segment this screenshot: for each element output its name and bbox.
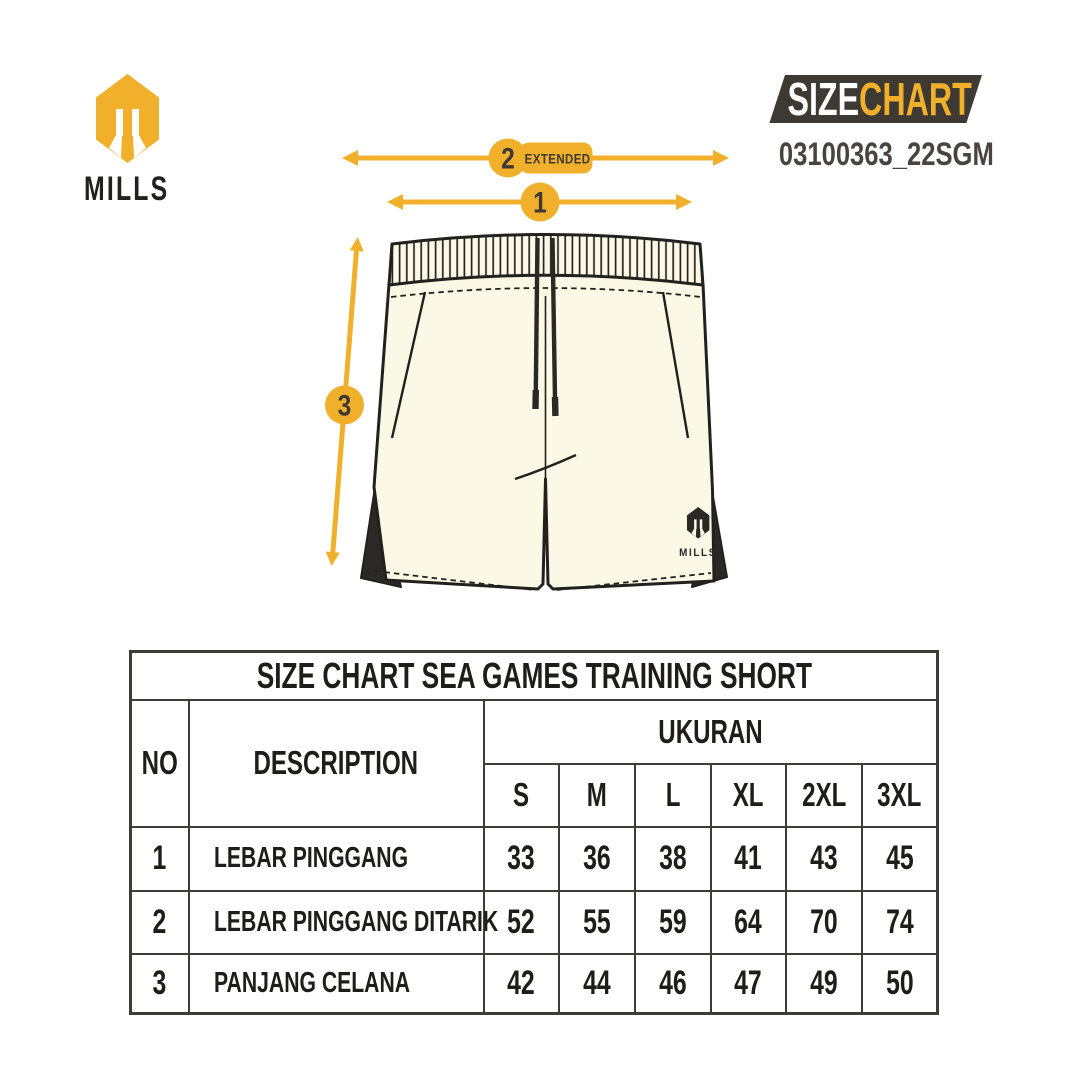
cell-value: 33 — [484, 827, 560, 891]
cell-value: 64 — [711, 891, 787, 954]
cell-value: 59 — [635, 891, 711, 954]
shorts-mills-logo-text: MILLS — [679, 547, 717, 560]
banner-size-text: SIZE — [787, 73, 860, 125]
measure-arrow-2 — [342, 139, 729, 178]
cell-description: LEBAR PINGGANG DITARIK — [189, 891, 484, 954]
size-header: XL — [711, 764, 787, 827]
table-title-row — [131, 652, 938, 700]
size-header: M — [559, 764, 635, 827]
size-header: S — [484, 764, 560, 827]
shorts-body — [374, 275, 714, 590]
cell-value: 45 — [862, 827, 938, 891]
cell-description: PANJANG CELANA — [189, 954, 484, 1014]
cell-value: 70 — [786, 891, 862, 954]
product-code: 03100363_22SGM — [778, 136, 994, 172]
cell-no: 1 — [131, 827, 189, 891]
col-header-no: NO — [131, 700, 189, 827]
arrowhead-left-icon — [387, 194, 403, 210]
table-row — [131, 827, 938, 891]
table-row — [131, 954, 938, 1014]
size-header: 2XL — [786, 764, 862, 827]
cell-value: 74 — [862, 891, 938, 954]
measure-3-number: 3 — [337, 388, 352, 422]
size-header: L — [635, 764, 711, 827]
cell-value: 36 — [559, 827, 635, 891]
cell-value: 47 — [711, 954, 787, 1014]
cell-value: 52 — [484, 891, 560, 954]
size-table — [129, 650, 939, 1015]
brand-name — [84, 170, 201, 209]
table-row — [131, 891, 938, 954]
measure-1-number: 1 — [533, 185, 547, 219]
cell-value: 42 — [484, 954, 560, 1014]
size-header: 3XL — [862, 764, 938, 827]
cell-value: 44 — [559, 954, 635, 1014]
banner-chart-text: CHART — [859, 73, 973, 125]
cell-value: 49 — [786, 954, 862, 1014]
sizechart-banner-text — [769, 75, 991, 123]
cell-value: 43 — [786, 827, 862, 891]
cell-value: 38 — [635, 827, 711, 891]
table-header-row — [131, 700, 938, 764]
arrowhead-down-icon — [326, 552, 340, 567]
extended-label: EXTENDED — [524, 151, 591, 167]
arrowhead-left-icon — [342, 150, 358, 166]
arrowhead-up-icon — [350, 237, 364, 252]
cell-description: LEBAR PINGGANG — [189, 827, 484, 891]
cell-value: 46 — [635, 954, 711, 1014]
measure-arrow-1 — [387, 183, 692, 222]
cell-value: 41 — [711, 827, 787, 891]
col-header-description: DESCRIPTION — [189, 700, 484, 827]
cell-no: 3 — [131, 954, 189, 1014]
cell-value: 50 — [862, 954, 938, 1014]
measure-2-number: 2 — [501, 141, 515, 175]
brand-name-text: MILLS — [84, 170, 170, 208]
cell-no: 2 — [131, 891, 189, 954]
mills-logo-icon — [96, 74, 159, 163]
col-header-ukuran: UKURAN — [484, 700, 938, 764]
shorts-diagram — [300, 128, 760, 608]
measure-arrow-3 — [325, 237, 364, 566]
arrowhead-right-icon — [713, 150, 729, 166]
arrowhead-right-icon — [676, 194, 692, 210]
shorts-drawing — [361, 235, 727, 591]
table-title: SIZE CHART SEA GAMES TRAINING SHORT — [131, 652, 938, 700]
cell-value: 55 — [559, 891, 635, 954]
